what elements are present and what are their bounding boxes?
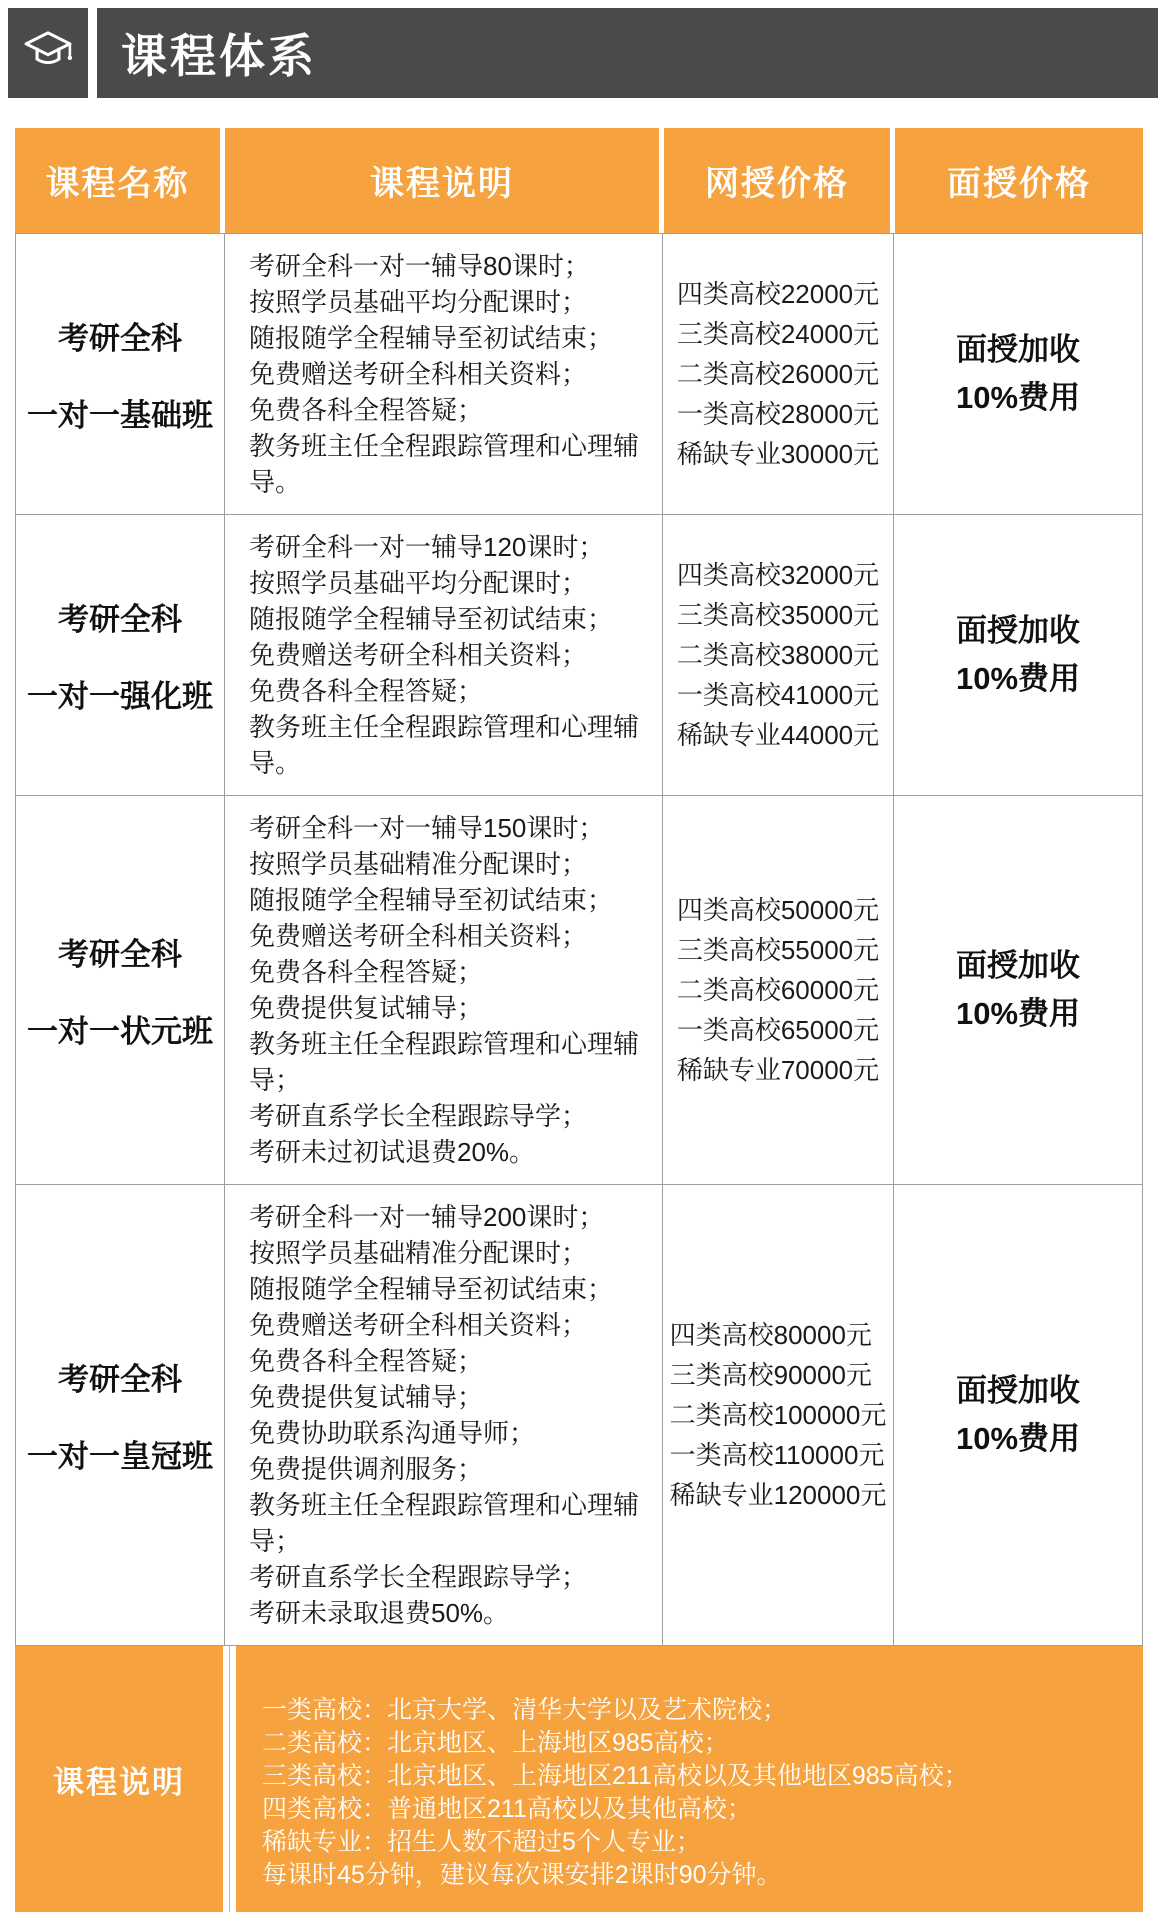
column-header-online-price: 网授价格 bbox=[664, 128, 890, 233]
course-table bbox=[15, 128, 1143, 1912]
course-name-cell bbox=[16, 515, 224, 795]
course-name-line: 考研全科 bbox=[58, 602, 182, 637]
offline-price-cell bbox=[894, 1185, 1142, 1645]
text-line: 二类高校38000元 bbox=[676, 640, 880, 670]
offline-price-cell bbox=[894, 234, 1142, 514]
table-body bbox=[15, 233, 1143, 1646]
text-line: 随报随学全程辅导至初试结束； bbox=[249, 604, 614, 634]
text-line: 四类高校22000元 bbox=[676, 279, 880, 309]
text-line: 随报随学全程辅导至初试结束； bbox=[249, 323, 614, 353]
text-line: 四类高校32000元 bbox=[676, 560, 880, 590]
text-line: 免费赠送考研全科相关资料； bbox=[249, 640, 588, 670]
course-name-line: 考研全科 bbox=[58, 321, 182, 356]
text-line: 一类高校28000元 bbox=[676, 399, 880, 429]
text-line: 面授加收 bbox=[955, 948, 1080, 983]
text-line: 考研直系学长全程跟踪导学； bbox=[249, 1562, 588, 1592]
text-line: 三类高校90000元 bbox=[669, 1360, 872, 1390]
text-line: 二类高校100000元 bbox=[669, 1400, 887, 1430]
graduation-cap-icon-box bbox=[8, 8, 88, 98]
text-line: 按照学员基础精准分配课时； bbox=[249, 1238, 588, 1268]
text-line: 考研未录取退费50%。 bbox=[249, 1598, 510, 1628]
text-line: 随报随学全程辅导至初试结束； bbox=[249, 1274, 614, 1304]
table-header-row bbox=[15, 128, 1143, 233]
text-line: 考研未过初试退费20%。 bbox=[249, 1137, 536, 1167]
online-price-list bbox=[677, 555, 879, 755]
text-line: 免费各科全程答疑； bbox=[249, 1346, 484, 1376]
text-line: 四类高校：普通地区211高校以及其他高校； bbox=[262, 1795, 752, 1823]
title-bar bbox=[97, 8, 1158, 98]
text-line: 考研全科一对一辅导80课时； bbox=[249, 251, 590, 281]
table-row-intensive-class bbox=[16, 515, 1142, 796]
text-line: 免费提供复试辅导； bbox=[249, 993, 484, 1023]
text-line: 考研全科一对一辅导150课时； bbox=[249, 813, 605, 843]
text-line: 考研全科一对一辅导120课时； bbox=[249, 532, 605, 562]
text-line: 考研直系学长全程跟踪导学； bbox=[249, 1101, 588, 1131]
text-line: 三类高校35000元 bbox=[676, 600, 880, 630]
table-row-champion-class bbox=[16, 796, 1142, 1185]
text-line: 考研全科一对一辅导200课时； bbox=[249, 1202, 605, 1232]
online-price-list bbox=[677, 274, 879, 474]
offline-price-cell bbox=[894, 796, 1142, 1184]
text-line: 免费各科全程答疑； bbox=[249, 957, 484, 987]
text-line: 四类高校80000元 bbox=[669, 1320, 872, 1350]
course-name-line: 考研全科 bbox=[58, 1362, 182, 1397]
text-line: 一类高校65000元 bbox=[676, 1015, 880, 1045]
course-description-cell bbox=[224, 234, 663, 514]
page-header bbox=[8, 8, 1158, 98]
text-line: 免费赠送考研全科相关资料； bbox=[249, 1310, 588, 1340]
column-header-offline-price: 面授价格 bbox=[895, 128, 1143, 233]
text-line: 四类高校50000元 bbox=[676, 895, 880, 925]
course-name-line: 一对一基础班 bbox=[27, 398, 213, 433]
course-name-cell bbox=[16, 234, 224, 514]
text-line: 随报随学全程辅导至初试结束； bbox=[249, 885, 614, 915]
text-line: 一类高校：北京大学、清华大学以及艺术院校； bbox=[262, 1696, 788, 1724]
offline-price-text bbox=[956, 326, 1080, 422]
footer-notes bbox=[236, 1646, 1143, 1912]
text-line: 免费提供调剂服务； bbox=[249, 1454, 484, 1484]
text-line: 按照学员基础平均分配课时； bbox=[249, 287, 588, 317]
online-price-cell bbox=[663, 515, 894, 795]
text-line: 一类高校41000元 bbox=[676, 680, 880, 710]
course-name-line: 一对一强化班 bbox=[27, 679, 213, 714]
text-line: 按照学员基础精准分配课时； bbox=[249, 849, 588, 879]
online-price-list bbox=[670, 1315, 887, 1515]
text-line: 教务班主任全程跟踪管理和心理辅导； bbox=[249, 1029, 640, 1095]
text-line: 三类高校24000元 bbox=[676, 319, 880, 349]
footer-label: 课程说明 bbox=[15, 1646, 223, 1912]
page-title: 课程体系 bbox=[121, 30, 317, 82]
text-line: 10%费用 bbox=[955, 380, 1081, 415]
text-line: 稀缺专业：招生人数不超过5个人专业； bbox=[262, 1828, 701, 1856]
course-name-line: 一对一状元班 bbox=[27, 1014, 213, 1049]
online-price-cell bbox=[663, 796, 894, 1184]
text-line: 面授加收 bbox=[955, 613, 1080, 648]
column-header-course-description: 课程说明 bbox=[225, 128, 659, 233]
offline-price-text bbox=[956, 1367, 1080, 1463]
text-line: 按照学员基础平均分配课时； bbox=[249, 568, 588, 598]
course-description-cell bbox=[224, 796, 663, 1184]
text-line: 二类高校26000元 bbox=[676, 359, 880, 389]
course-name-line: 一对一皇冠班 bbox=[27, 1439, 213, 1474]
course-name-cell bbox=[16, 1185, 224, 1645]
text-line: 面授加收 bbox=[955, 332, 1080, 367]
text-line: 免费赠送考研全科相关资料； bbox=[249, 359, 588, 389]
course-description-cell bbox=[224, 1185, 663, 1645]
course-name-line: 考研全科 bbox=[58, 937, 182, 972]
column-header-course-name: 课程名称 bbox=[15, 128, 220, 233]
table-footer-row bbox=[15, 1646, 1143, 1912]
online-price-cell bbox=[663, 234, 894, 514]
text-line: 三类高校：北京地区、上海地区211高校以及其他地区985高校； bbox=[262, 1762, 969, 1790]
text-line: 三类高校55000元 bbox=[676, 935, 880, 965]
text-line: 一类高校110000元 bbox=[669, 1440, 885, 1470]
course-name-cell bbox=[16, 796, 224, 1184]
text-line: 免费各科全程答疑； bbox=[249, 676, 484, 706]
table-row-crown-class bbox=[16, 1185, 1142, 1646]
text-line: 教务班主任全程跟踪管理和心理辅导； bbox=[249, 1490, 640, 1556]
graduation-cap-icon bbox=[20, 25, 76, 81]
text-line: 二类高校：北京地区、上海地区985高校； bbox=[262, 1729, 729, 1757]
text-line: 10%费用 bbox=[955, 661, 1081, 696]
text-line: 面授加收 bbox=[955, 1373, 1080, 1408]
course-description-cell bbox=[224, 515, 663, 795]
text-line: 稀缺专业44000元 bbox=[676, 720, 880, 750]
text-line: 10%费用 bbox=[955, 1421, 1081, 1456]
offline-price-text bbox=[956, 607, 1080, 703]
text-line: 10%费用 bbox=[955, 996, 1081, 1031]
text-line: 稀缺专业120000元 bbox=[669, 1480, 887, 1510]
text-line: 每课时45分钟，建议每次课安排2课时90分钟。 bbox=[262, 1861, 782, 1889]
text-line: 稀缺专业70000元 bbox=[676, 1055, 880, 1085]
table-row-basic-class bbox=[16, 234, 1142, 515]
online-price-list bbox=[677, 890, 879, 1090]
offline-price-text bbox=[956, 942, 1080, 1038]
text-line: 免费协助联系沟通导师； bbox=[249, 1418, 536, 1448]
text-line: 二类高校60000元 bbox=[676, 975, 880, 1005]
offline-price-cell bbox=[894, 515, 1142, 795]
text-line: 教务班主任全程跟踪管理和心理辅导。 bbox=[249, 431, 640, 497]
text-line: 免费提供复试辅导； bbox=[249, 1382, 484, 1412]
text-line: 免费各科全程答疑； bbox=[249, 395, 484, 425]
footer-divider bbox=[223, 1646, 236, 1912]
online-price-cell bbox=[663, 1185, 894, 1645]
text-line: 教务班主任全程跟踪管理和心理辅导。 bbox=[249, 712, 640, 778]
text-line: 稀缺专业30000元 bbox=[676, 439, 880, 469]
text-line: 免费赠送考研全科相关资料； bbox=[249, 921, 588, 951]
